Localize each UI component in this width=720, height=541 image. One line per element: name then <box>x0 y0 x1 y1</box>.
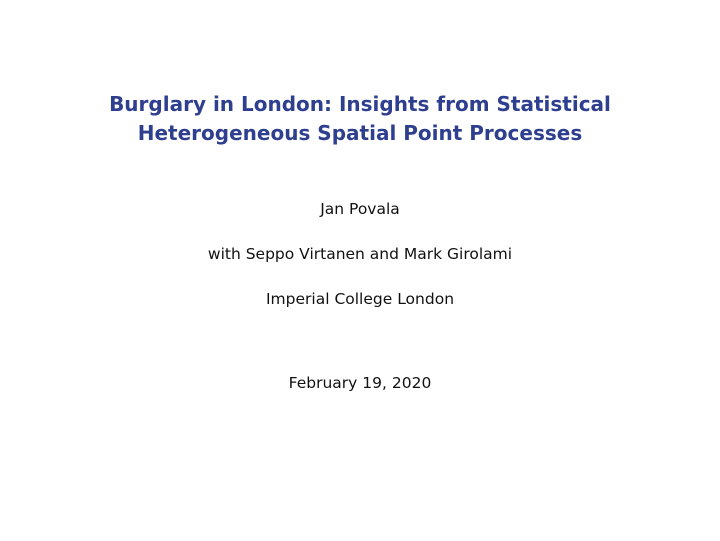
institution: Imperial College London <box>265 290 455 308</box>
presentation-date: February 19, 2020 <box>288 374 432 392</box>
title-line-2: Heterogeneous Spatial Point Processes <box>137 121 583 145</box>
title-line-1: Burglary in London: Insights from Statistical <box>109 92 611 116</box>
coauthors: with Seppo Virtanen and Mark Girolami <box>207 245 513 263</box>
presentation-title <box>0 90 720 148</box>
author-name: Jan Povala <box>320 200 400 218</box>
